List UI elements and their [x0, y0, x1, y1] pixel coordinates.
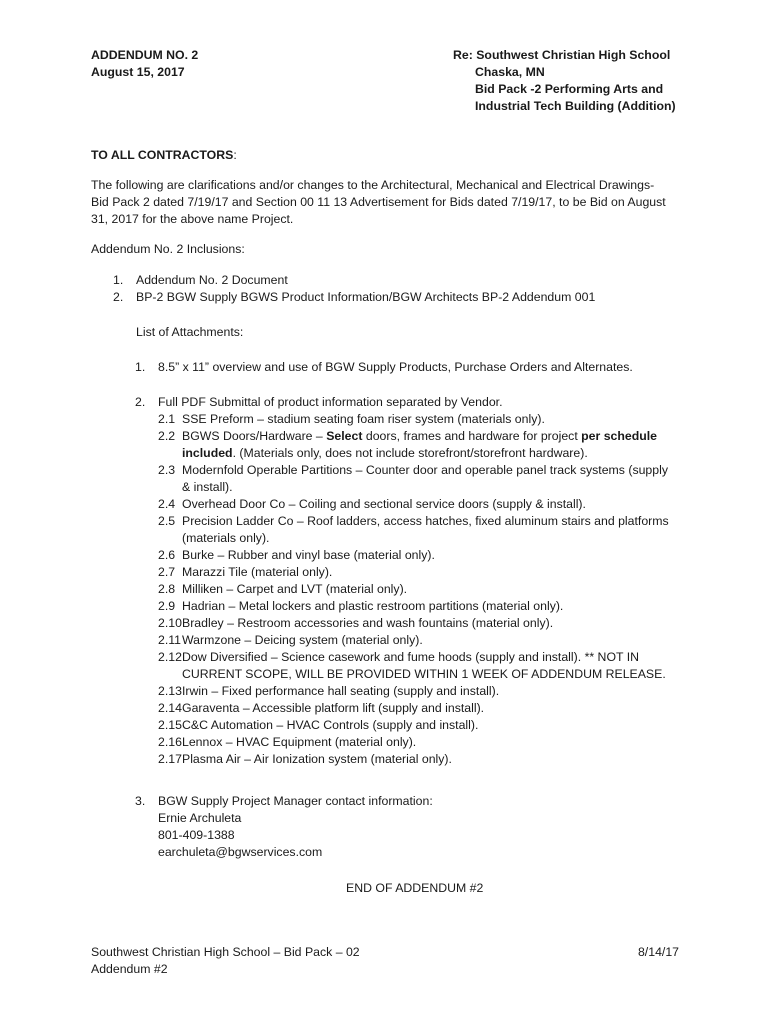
sub-item-number: 2.14: [158, 701, 182, 715]
sub-item-number: 2.2: [158, 429, 176, 443]
sub-item-number: 2.16: [158, 735, 182, 749]
intro-line: Bid Pack 2 dated 7/19/17 and Section 00 11 13 Advertisement for Bids dated 7/19/17, to be Bid on August: [91, 195, 666, 209]
sub-item-number: 2.13: [158, 684, 182, 698]
salutation: [91, 147, 237, 164]
sub-item-text: SSE Preform – stadium seating foam riser system (materials only).: [182, 412, 545, 426]
sub-item-text: Warmzone – Deicing system (material only).: [182, 633, 423, 647]
sub-item-number: 2.7: [158, 565, 176, 579]
sub-item: [158, 411, 718, 428]
project-bid-pack: Bid Pack -2 Performing Arts and: [475, 82, 664, 96]
sub-item-number: 2.10: [158, 616, 182, 630]
header-right: [453, 47, 676, 115]
contact-phone: 801-409-1388: [158, 828, 235, 842]
sub-item-number: 2.4: [158, 497, 176, 511]
sub-item-text: Irwin – Fixed performance hall seating (supply and install).: [182, 684, 500, 698]
sub-item-number: 2.6: [158, 548, 176, 562]
attachment-item: [135, 793, 433, 861]
sub-item: [158, 428, 718, 445]
sub-item-text: Lennox – HVAC Equipment (material only).: [182, 735, 417, 749]
attachment-item: [135, 394, 718, 768]
project-building: Industrial Tech Building (Addition): [475, 99, 676, 113]
footer-date: 8/14/17: [637, 945, 679, 959]
sub-item: [158, 700, 718, 717]
inclusions-label: Addendum No. 2 Inclusions:: [91, 242, 245, 256]
salutation-colon: :: [233, 148, 237, 162]
sub-item-text: Hadrian – Metal lockers and plastic restroom partitions (material only).: [182, 599, 564, 613]
sub-item-number: 2.9: [158, 599, 176, 613]
item-text: Full PDF Submittal of product information separated by Vendor.: [158, 395, 503, 409]
sub-item-text: Precision Ladder Co – Roof ladders, access hatches, fixed aluminum stairs and platforms: [182, 514, 669, 528]
end-of-addendum: END OF ADDENDUM #2: [346, 881, 484, 895]
sub-item-number: 2.17: [158, 752, 182, 766]
footer-project: Southwest Christian High School – Bid Pack – 02: [91, 945, 360, 959]
sub-item-text: Plasma Air – Air Ionization system (material only).: [182, 752, 452, 766]
intro-line: 31, 2017 for the above name Project.: [91, 212, 294, 226]
intro-paragraph: [91, 177, 666, 228]
sub-item-emphasis: Select: [326, 429, 363, 443]
sub-item: [158, 581, 718, 598]
attachment-item: [135, 359, 633, 376]
sub-item: [158, 683, 718, 700]
inclusion-item: [113, 272, 288, 289]
sub-item-text: BGWS Doors/Hardware –: [182, 429, 327, 443]
sub-item-text: Bradley – Restroom accessories and wash fountains (material only).: [182, 616, 554, 630]
sub-item-text: Garaventa – Accessible platform lift (supply and install).: [182, 701, 485, 715]
sub-item-number: 2.5: [158, 514, 176, 528]
sub-item-text: Modernfold Operable Partitions – Counter door and operable panel track systems (supply: [182, 463, 668, 477]
salutation-text: TO ALL CONTRACTORS: [91, 148, 234, 162]
item-text: BGW Supply Project Manager contact information:: [158, 794, 433, 808]
sub-item: [158, 513, 718, 530]
sub-item: [158, 598, 718, 615]
sub-item: [158, 717, 718, 734]
sub-item-number: 2.15: [158, 718, 182, 732]
sub-item-number: 2.8: [158, 582, 176, 596]
sub-item: [158, 496, 718, 513]
addendum-number: ADDENDUM NO. 2: [91, 48, 199, 62]
project-location: Chaska, MN: [475, 65, 545, 79]
sub-item-continuation: (materials only).: [182, 531, 270, 545]
inclusion-item: [113, 289, 596, 306]
re-line: Re: Southwest Christian High School: [453, 48, 671, 62]
sub-item-text: C&C Automation – HVAC Controls (supply and install).: [182, 718, 479, 732]
sub-item-continuation: & install).: [182, 480, 233, 494]
sub-item-text: . (Materials only, does not include storefront/storefront hardware).: [232, 446, 588, 460]
addendum-date: August 15, 2017: [91, 65, 185, 79]
footer-addendum: Addendum #2: [91, 962, 168, 976]
header-left: [91, 47, 198, 81]
sub-item-number: 2.12: [158, 650, 182, 664]
item-text: BP-2 BGW Supply BGWS Product Information/BGW Architects BP-2 Addendum 001: [136, 290, 596, 304]
sub-item-text: Marazzi Tile (material only).: [182, 565, 333, 579]
sub-item-continuation: CURRENT SCOPE, WILL BE PROVIDED WITHIN 1 WEEK OF ADDENDUM RELEASE.: [182, 667, 666, 681]
contact-name: Ernie Archuleta: [158, 811, 242, 825]
sub-item: [158, 462, 718, 479]
sub-item-number: 2.11: [158, 633, 182, 647]
contact-email: earchuleta@bgwservices.com: [158, 845, 323, 859]
sub-item-number: 2.1: [158, 412, 176, 426]
sub-item: [158, 615, 718, 632]
sub-item: [158, 564, 718, 581]
sub-item-text: doors, frames and hardware for project: [362, 429, 582, 443]
sub-item-number: 2.3: [158, 463, 176, 477]
sub-item: [158, 751, 718, 768]
sub-item-continuation: [158, 445, 718, 462]
item-number: 1.: [113, 273, 124, 287]
attachments-label: List of Attachments:: [136, 325, 244, 339]
sub-item: [158, 632, 718, 649]
sub-item: [158, 734, 718, 751]
intro-line: The following are clarifications and/or changes to the Architectural, Mechanical and Electrical Drawings-: [91, 178, 655, 192]
sub-item-emphasis: included: [182, 446, 233, 460]
footer-left: [91, 944, 360, 978]
item-number: 1.: [135, 360, 146, 374]
item-text: 8.5” x 11” overview and use of BGW Supply Products, Purchase Orders and Alternates.: [158, 360, 633, 374]
item-number: 2.: [113, 290, 124, 304]
sub-item-emphasis: per schedule: [581, 429, 658, 443]
item-number: 3.: [135, 794, 146, 808]
sub-item-text: Milliken – Carpet and LVT (material only).: [182, 582, 408, 596]
sub-item-text: Dow Diversified – Science casework and fume hoods (supply and install). ** NOT IN: [182, 650, 640, 664]
sub-item-text: Burke – Rubber and vinyl base (material only).: [182, 548, 435, 562]
item-number: 2.: [135, 395, 146, 409]
item-text: Addendum No. 2 Document: [136, 273, 288, 287]
sub-item: [158, 649, 718, 666]
sub-item-text: Overhead Door Co – Coiling and sectional service doors (supply & install).: [182, 497, 586, 511]
sub-item: [158, 547, 718, 564]
